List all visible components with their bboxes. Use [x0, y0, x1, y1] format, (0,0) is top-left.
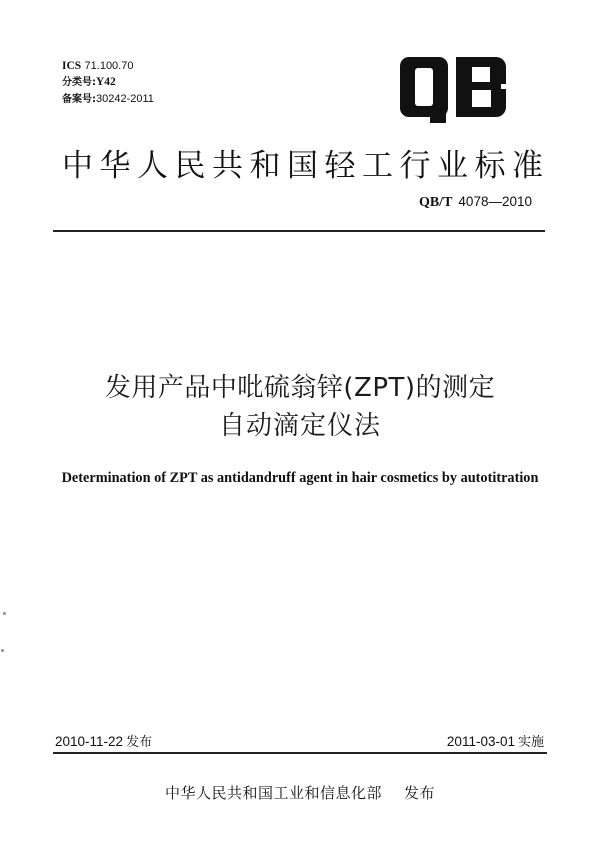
- issue-date: 2010-11-22 发布: [55, 734, 153, 750]
- footer-divider: [53, 752, 547, 754]
- standard-category-title: 中华人民共和国轻工行业标准: [62, 148, 550, 184]
- publisher: [0, 782, 600, 803]
- logo-letter-q-tail: [430, 109, 446, 123]
- document-title-cn-line1: 发用产品中吡硫翁锌(ZPT)的测定: [104, 373, 496, 403]
- scan-speck: [3, 612, 6, 615]
- document-title-cn-line2: 自动滴定仪法: [218, 411, 381, 441]
- classification-block: [62, 58, 154, 108]
- publisher-action: 发布: [404, 784, 436, 802]
- logo-letter-q: [400, 57, 448, 117]
- publisher-name: 中华人民共和国工业和信息化部: [164, 784, 382, 802]
- standard-number: QB/T 4078—2010: [418, 194, 532, 210]
- filing-number: 备案号:30242-2011: [62, 93, 154, 105]
- ics-code: ICS 71.100.70: [62, 60, 134, 72]
- scan-speck: [1, 649, 4, 652]
- classification-number: 分类号:Y42: [62, 76, 116, 88]
- document-title-en: Determination of ZPT as antidandruff agent in hair cosmetics by autotitration: [61, 470, 539, 486]
- header-divider: [53, 230, 545, 232]
- qb-logo: [400, 57, 508, 125]
- effective-date: 2011-03-01 实施: [446, 734, 544, 750]
- logo-letter-b: [456, 57, 506, 117]
